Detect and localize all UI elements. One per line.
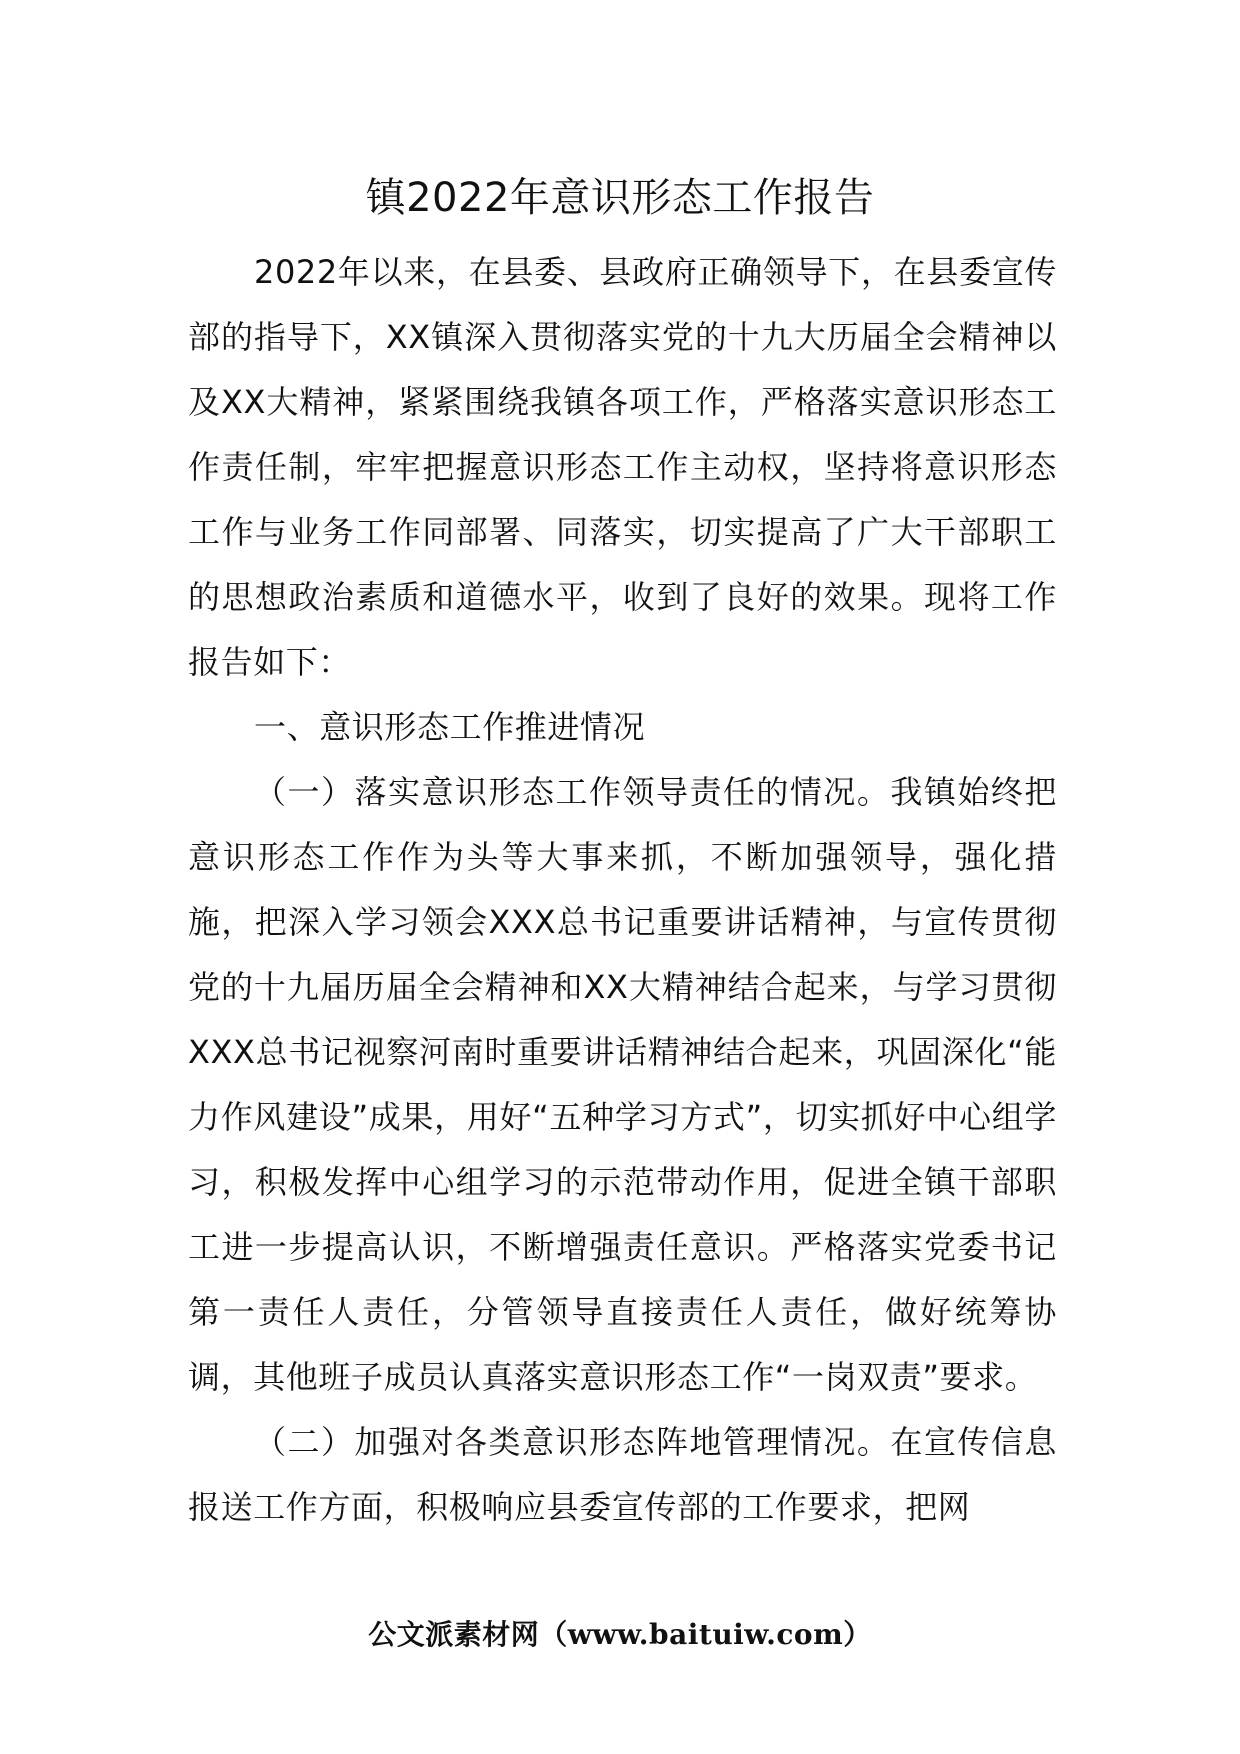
section-heading: 一、意识形态工作推进情况 [254, 708, 646, 746]
document-title: 镇2022年意识形态工作报告 [365, 175, 875, 221]
document-body [188, 240, 1057, 1540]
paragraph-position-management: （二）加强对各类意识形态阵地管理情况。在宣传信息报送工作方面，积极响应县委宣传部的工作要求，把网 [188, 1423, 1057, 1526]
paragraph-leadership-responsibility: （一）落实意识形态工作领导责任的情况。我镇始终把意识形态工作作为头等大事来抓，不断加强领导，强化措施，把深入学习领会XXX总书记重要讲话精神，与宣传贯彻党的十九届历届全会精神和XX大精神结合起来，与学习贯彻XXX总书记视察河南时重要讲话精神结合起来，巩固深化“能力作风建设”成果，用好“五种学习方式”，切实抓好中心组学习，积极发挥中心组学习的示范带动作用，促进全镇干部职工进一步提高认识，不断增强责任意识。严格落实党委书记第一责任人责任，分管领导直接责任人责任，做好统筹协调，其他班子成员认真落实意识形态工作“一岗双责”要求。 [188, 773, 1057, 1396]
footer-watermark: 公文派素材网（www.baituiw.com） [368, 1618, 872, 1651]
intro-paragraph: 2022年以来，在县委、县政府正确领导下，在县委宣传部的指导下，XX镇深入贯彻落实党的十九大历届全会精神以及XX大精神，紧紧围绕我镇各项工作，严格落实意识形态工作责任制，牢牢把握意识形态工作主动权，坚持将意识形态工作与业务工作同部署、同落实，切实提高了广大干部职工的思想政治素质和道德水平，收到了良好的效果。现将工作报告如下： [188, 253, 1057, 681]
